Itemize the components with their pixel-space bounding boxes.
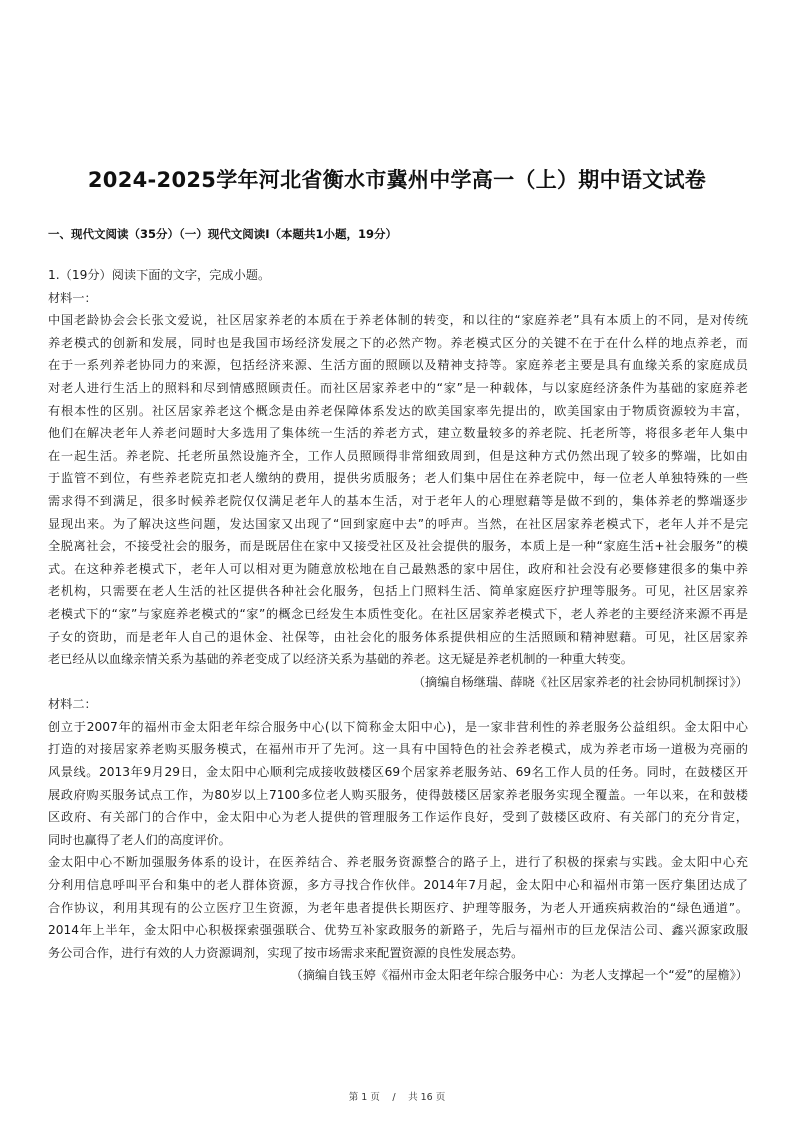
paragraph-line: 务公司合作，进行有效的人力资源调剂，实现了按市场需求来配置资源的良性发展态势。 (48, 945, 524, 960)
paragraph-line: 同时也赢得了老人们的高度评价。 (48, 832, 231, 847)
paragraph-line: 老已经从以血缘亲情关系为基础的养老变成了以经济关系为基础的养老。这无疑是养老机制的一种重大转变。 (48, 652, 633, 667)
paragraph-line: 在于一系列养老协同力的来源，包括经济来源、生活方面的照顾以及精神支持等。家庭养老主要是具有血缘关系的家庭成员 (48, 358, 748, 373)
paragraph-line: 老模式下的“家”与家庭养老模式的“家”的概念已经发生本质性变化。在社区居家养老模式下，老人养老的主要经济来源不再是 (48, 606, 748, 621)
material-label: 材料一： (48, 290, 97, 305)
question-prompt: 1.（19分）阅读下面的文字，完成小题。 (48, 268, 271, 282)
paragraph-line: 金太阳中心不断加强服务体系的设计，在医养结合、养老服务资源整合的路子上，进行了积极的探索与实践。金太阳中心充 (48, 855, 748, 870)
paragraph-line: 有根本性的区别。社区居家养老这个概念是由养老保障体系发达的欧美国家率先提出的，欧美国家由于物质资源较为丰富， (48, 403, 748, 418)
paragraph-line: 他们在解决老年人养老问题时大多选用了集体统一生活的养老方式，建立数量较多的养老院、托老所等，将很多老年人集中 (48, 426, 748, 441)
paragraph-line: 创立于2007年的福州市金太阳老年综合服务中心(以下简称金太阳中心)，是一家非营利性的养老服务公益组织。金太阳中心 (48, 719, 748, 734)
paragraph-line: 中国老龄协会会长张文爱说，社区居家养老的本质在于养老体制的转变，和以往的“家庭养老”具有本质上的不同，是对传统 (48, 313, 748, 328)
material-label: 材料二： (48, 697, 97, 712)
paragraph-line: 分利用信息呼叫平台和集中的老人群体资源，多方寻找合作伙伴。2014年7月起，金太阳中心和福州市第一医疗集团达成了 (48, 878, 748, 893)
page-title: 2024-2025学年河北省衡水市冀州中学高一（上）期中语文试卷 (87, 168, 707, 192)
paragraph-line: 对老人进行生活上的照料和尽到情感照顾责任。而社区居家养老中的“家”是一种载体，与以家庭经济条件为基础的家庭养老 (48, 380, 748, 395)
paragraph-line: 养老模式的创新和发展，同时也是我国市场经济发展之下的必然产物。养老模式区分的关键不在于在什么样的地点养老，而 (48, 335, 748, 350)
paragraph-line: 于监管不到位，有些养老院克扣老人缴纳的费用，提供劣质服务；老人们集中居住在养老院中，每一位老人单独特殊的一些 (48, 471, 748, 486)
paragraph-line: 2014年上半年，金太阳中心积极探索强强联合、优势互补家政服务的新路子，先后与福州市的巨龙保洁公司、鑫兴源家政服 (48, 923, 748, 938)
paragraph-line: 风景线。2013年9月29日，金太阳中心顺利完成接收鼓楼区69个居家养老服务站、69名工作人员的任务。同时，在鼓楼区开 (48, 765, 748, 780)
paragraph-line: 展政府购买服务试点工作，为80岁以上7100多位老人购买服务，使得鼓楼区居家养老服务实现全覆盖。一年以来，在和鼓楼 (48, 787, 748, 802)
paragraph-line: 子女的资助，而是老年人自己的退休金、社保等，由社会化的服务体系提供相应的生活照顾和精神慰藉。可见，社区居家养 (48, 629, 748, 644)
source-citation: （摘编自杨继瑞、薛晓《社区居家养老的社会协同机制探讨》） (412, 674, 748, 689)
section-heading: 一、现代文阅读（35分）（一）现代文阅读I（本题共1小题，19分） (48, 227, 398, 241)
paragraph-line: 全脱离社会，不接受社会的服务，而是既居住在家中又接受社区及社会提供的服务，本质上是一种“家庭生活+社会服务”的模 (48, 539, 748, 554)
paragraph-line: 合作协议，利用其现有的公立医疗卫生资源，为老年患者提供长期医疗、护理等服务，为老人开通疾病救治的“绿色通道”。 (48, 900, 748, 915)
paragraph-line: 区政府、有关部门的合作中，金太阳中心为老人提供的管理服务工作运作良好，受到了鼓楼区政府、有关部门的充分肯定， (48, 810, 748, 825)
source-citation: （摘编自钱玉婷《福州市金太阳老年综合服务中心：为老人支撑起一个“爱”的屋檐》） (290, 968, 748, 983)
paragraph-line: 显现出来。为了解决这些问题，发达国家又出现了“回到家庭中去”的呼声。当然，在社区居家养老模式下，老年人并不是完 (48, 516, 748, 531)
paragraph-line: 需求得不到满足，很多时候养老院仅仅满足老年人的基本生活，对于老年人的心理慰藉等是做不到的，集体养老的弊端逐步 (48, 493, 748, 508)
paragraph-line: 式。在这种养老模式下，老年人可以相对更为随意放松地在自己最熟悉的家中居住，政府和社会没有必要修建很多的集中养 (48, 561, 748, 576)
passage-body (48, 264, 748, 987)
paragraph-line: 在一起生活。养老院、托老所虽然设施齐全，工作人员照顾得非常细致周到，但是这种方式仍然出现了较多的弊端，比如由 (48, 448, 748, 463)
page-number: 第 1 页 / 共 16 页 (348, 1092, 446, 1103)
paragraph-line: 打造的对接居家养老购买服务模式，在福州市开了先河。这一具有中国特色的社会养老模式，成为养老市场一道极为亮丽的 (48, 742, 748, 757)
paragraph-line: 老机构，只需要在老人生活的社区提供各种社会化服务，包括上门照料生活、简单家庭医疗护理等服务。可见，社区居家养 (48, 584, 748, 599)
